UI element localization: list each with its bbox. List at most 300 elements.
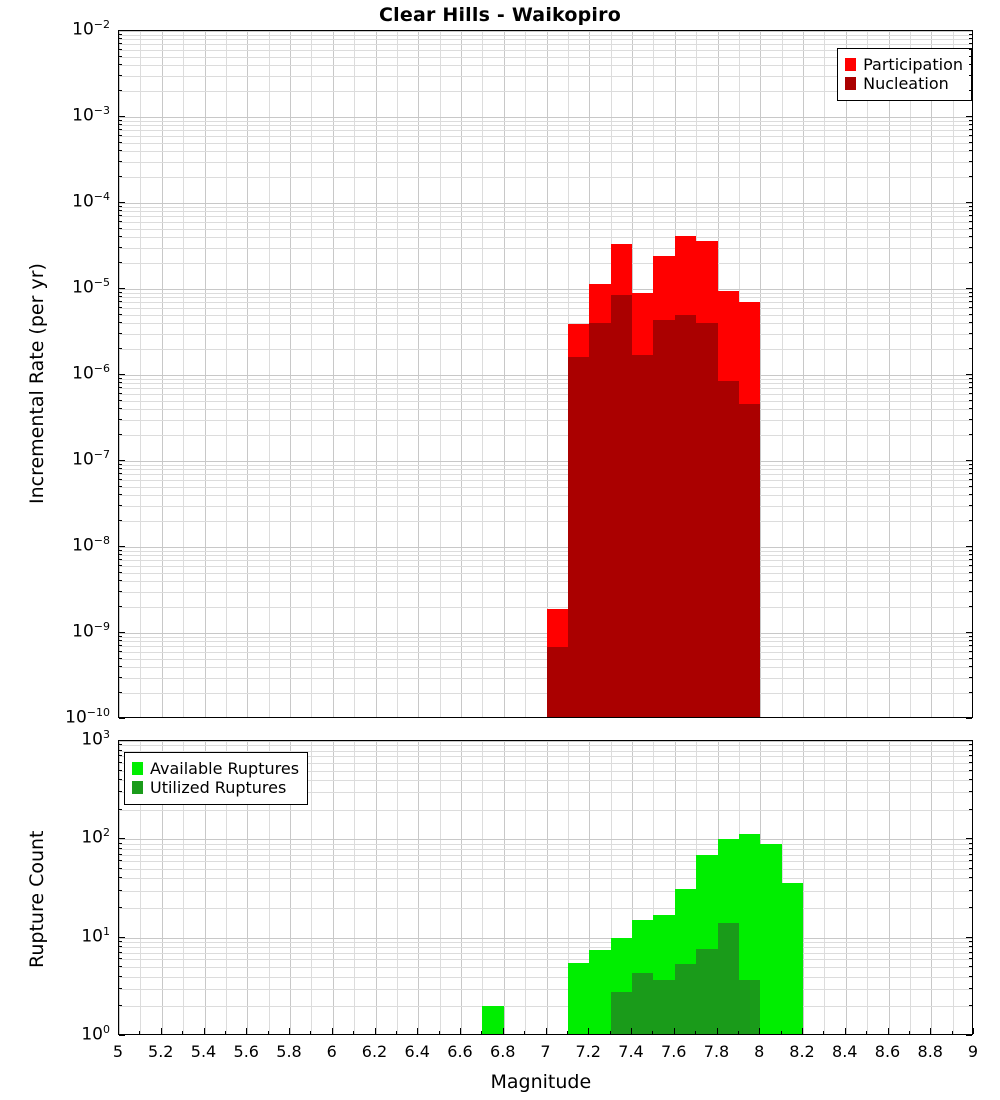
y-tick <box>966 374 972 375</box>
x-tick <box>631 1028 632 1034</box>
x-tick-label: 5.4 <box>190 1042 217 1061</box>
y-tick-minor <box>969 946 972 947</box>
bar-utilized-ruptures-7.55 <box>653 980 674 1035</box>
y-tick-minor <box>119 75 122 76</box>
y-tick-minor <box>969 215 972 216</box>
gridline-horizontal-minor <box>119 216 972 217</box>
legend-item-available-ruptures <box>132 760 299 777</box>
gridline-vertical <box>140 31 141 717</box>
gridline-horizontal-minor <box>119 1006 972 1007</box>
gridline-horizontal-minor <box>119 947 972 948</box>
x-tick-label: 7.2 <box>575 1042 601 1061</box>
gridline-horizontal-minor <box>119 130 972 131</box>
gridline-horizontal <box>119 633 972 634</box>
y-axis-title-bottom: Rupture Count <box>26 830 48 968</box>
y-tick-minor <box>969 1005 972 1006</box>
gridline-horizontal-minor <box>119 469 972 470</box>
y-tick <box>966 460 972 461</box>
y-tick <box>119 288 125 289</box>
y-tick <box>119 546 125 547</box>
x-tick <box>888 1028 889 1034</box>
x-tick <box>417 1028 418 1034</box>
bar-nucleation-7.15 <box>568 357 589 718</box>
x-tick <box>503 1028 504 1034</box>
gridline-vertical <box>376 31 377 717</box>
y-tick-minor <box>969 479 972 480</box>
gridline-vertical <box>183 31 184 717</box>
y-tick-minor <box>969 43 972 44</box>
y-tick-minor <box>119 382 122 383</box>
gridline-vertical <box>525 31 526 717</box>
x-tick <box>268 1031 269 1034</box>
y-tick-minor <box>119 559 122 560</box>
y-tick-minor <box>119 494 122 495</box>
bar-nucleation-7.75 <box>696 323 717 718</box>
y-tick-label: $10^{-4}$ <box>72 190 110 212</box>
y-tick-minor <box>969 486 972 487</box>
y-tick <box>966 718 972 719</box>
x-tick <box>460 1028 461 1034</box>
bar-utilized-ruptures-7.45 <box>632 973 653 1035</box>
y-tick-minor <box>969 779 972 780</box>
y-tick-minor <box>969 34 972 35</box>
y-tick-minor <box>969 314 972 315</box>
y-tick-minor <box>119 43 122 44</box>
gridline-horizontal-minor <box>119 263 972 264</box>
y-tick-minor <box>119 762 122 763</box>
gridline-horizontal-minor <box>119 379 972 380</box>
x-tick <box>973 1028 974 1034</box>
y-tick-minor <box>119 314 122 315</box>
y-tick-minor <box>119 473 122 474</box>
x-tick-label: 7 <box>540 1042 551 1061</box>
y-tick-minor <box>969 378 972 379</box>
y-tick-minor <box>969 434 972 435</box>
x-tick <box>439 1031 440 1034</box>
y-tick-minor <box>969 49 972 50</box>
x-tick <box>738 1031 739 1034</box>
x-tick <box>610 1031 611 1034</box>
bar-nucleation-7.55 <box>653 320 674 718</box>
gridline-horizontal-minor <box>119 495 972 496</box>
x-tick <box>289 1028 290 1034</box>
y-tick-minor <box>119 322 122 323</box>
x-tick-label: 8 <box>754 1042 765 1061</box>
y-tick-minor <box>969 666 972 667</box>
y-tick-minor <box>119 378 122 379</box>
y-tick-minor <box>119 958 122 959</box>
gridline-horizontal-minor <box>119 641 972 642</box>
x-tick-label: 6.8 <box>490 1042 516 1061</box>
y-tick-minor <box>119 744 122 745</box>
x-tick <box>161 1028 162 1034</box>
y-tick-minor <box>119 554 122 555</box>
gridline-horizontal <box>119 375 972 376</box>
gridline-vertical <box>846 31 847 717</box>
gridline-horizontal-minor <box>119 162 972 163</box>
y-tick-minor <box>969 848 972 849</box>
gridline-horizontal-minor <box>119 394 972 395</box>
gridline-horizontal-minor <box>119 237 972 238</box>
gridline-vertical <box>311 31 312 717</box>
y-tick-minor <box>119 176 122 177</box>
bar-utilized-ruptures-7.95 <box>739 980 760 1035</box>
bar-utilized-ruptures-7.35 <box>611 992 632 1035</box>
y-tick-minor <box>969 976 972 977</box>
gridline-vertical <box>504 31 505 717</box>
y-tick-minor <box>969 640 972 641</box>
y-tick-minor <box>969 966 972 967</box>
legend-item-utilized-ruptures <box>132 779 299 796</box>
gridline-horizontal-minor <box>119 659 972 660</box>
x-tick <box>652 1031 653 1034</box>
y-tick-minor <box>119 210 122 211</box>
gridline-horizontal <box>119 117 972 118</box>
y-tick-minor <box>119 247 122 248</box>
y-tick <box>119 374 125 375</box>
gridline-vertical <box>247 31 248 717</box>
y-tick-minor <box>119 591 122 592</box>
x-tick-label: 8.2 <box>789 1042 815 1061</box>
y-tick-minor <box>969 770 972 771</box>
y-tick <box>966 202 972 203</box>
x-tick-label: 5.6 <box>233 1042 259 1061</box>
bar-available-ruptures-7.25 <box>589 950 610 1035</box>
bar-available-ruptures-8.15 <box>782 883 803 1035</box>
y-tick-minor <box>969 941 972 942</box>
gridline-horizontal-minor <box>119 861 972 862</box>
gridline-vertical <box>290 31 291 717</box>
legend-label: Available Ruptures <box>150 759 300 778</box>
y-tick-minor <box>119 809 122 810</box>
gridline-horizontal-minor <box>119 383 972 384</box>
gridline-horizontal <box>119 839 972 840</box>
x-tick-label: 8.6 <box>874 1042 901 1061</box>
x-tick <box>759 1028 760 1034</box>
gridline-horizontal-minor <box>119 151 972 152</box>
y-tick <box>119 460 125 461</box>
y-tick-minor <box>119 645 122 646</box>
gridline-horizontal-minor <box>119 693 972 694</box>
gridline-horizontal-minor <box>119 143 972 144</box>
gridline-horizontal <box>119 289 972 290</box>
y-tick-minor <box>969 550 972 551</box>
y-tick-minor <box>119 606 122 607</box>
y-tick-minor <box>119 120 122 121</box>
y-tick-minor <box>969 64 972 65</box>
y-tick <box>119 937 125 938</box>
x-tick-label: 6.6 <box>447 1042 473 1061</box>
gridline-vertical <box>824 31 825 717</box>
gridline-horizontal-minor <box>119 849 972 850</box>
bar-available-ruptures-7.15 <box>568 963 589 1035</box>
y-tick-minor <box>969 494 972 495</box>
y-tick-minor <box>969 120 972 121</box>
y-tick-minor <box>969 468 972 469</box>
y-tick-minor <box>119 1005 122 1006</box>
gridline-horizontal-minor <box>119 878 972 879</box>
y-tick-minor <box>119 520 122 521</box>
y-tick-minor <box>969 877 972 878</box>
gridline-horizontal-minor <box>119 229 972 230</box>
y-tick-minor <box>969 636 972 637</box>
y-tick-minor <box>119 387 122 388</box>
y-tick-minor <box>119 651 122 652</box>
y-tick-minor <box>119 848 122 849</box>
y-tick-minor <box>969 580 972 581</box>
y-tick-minor <box>969 744 972 745</box>
y-tick-minor <box>119 854 122 855</box>
gridline-horizontal-minor <box>119 293 972 294</box>
gridline-horizontal-minor <box>119 667 972 668</box>
gridline-vertical <box>333 31 334 717</box>
y-tick-minor <box>119 49 122 50</box>
y-tick-minor <box>119 90 122 91</box>
gridline-vertical <box>162 31 163 717</box>
gridline-horizontal-minor <box>119 297 972 298</box>
gridline-horizontal-minor <box>119 211 972 212</box>
y-tick <box>966 30 972 31</box>
y-tick-minor <box>119 966 122 967</box>
y-tick <box>119 202 125 203</box>
incremental-rate-plot <box>118 30 973 718</box>
y-tick-minor <box>969 473 972 474</box>
legend-item-participation <box>845 56 963 73</box>
y-tick-minor <box>969 419 972 420</box>
gridline-horizontal-minor <box>119 891 972 892</box>
gridline-horizontal-minor <box>119 560 972 561</box>
y-tick-minor <box>969 307 972 308</box>
x-tick <box>781 1031 782 1034</box>
bar-nucleation-7.45 <box>632 355 653 718</box>
gridline-horizontal-minor <box>119 844 972 845</box>
y-tick-minor <box>969 348 972 349</box>
gridline-horizontal-minor <box>119 908 972 909</box>
y-tick-minor <box>969 333 972 334</box>
y-tick <box>966 632 972 633</box>
gridline-vertical <box>760 31 761 717</box>
y-tick-minor <box>969 860 972 861</box>
gridline-vertical <box>354 31 355 717</box>
x-tick-label: 8.4 <box>832 1042 858 1061</box>
y-tick-minor <box>969 750 972 751</box>
x-tick-label: 5.8 <box>276 1042 302 1061</box>
y-tick-minor <box>969 150 972 151</box>
y-tick <box>966 116 972 117</box>
gridline-horizontal <box>119 31 972 32</box>
gridline-vertical <box>461 31 462 717</box>
y-tick-minor <box>119 333 122 334</box>
y-tick-minor <box>969 135 972 136</box>
bar-nucleation-7.05 <box>547 647 568 718</box>
y-tick-minor <box>969 591 972 592</box>
gridline-vertical <box>931 31 932 717</box>
gridline-horizontal-minor <box>119 315 972 316</box>
y-tick-minor <box>119 38 122 39</box>
y-tick-minor <box>119 658 122 659</box>
bar-available-ruptures-6.75 <box>482 1006 503 1035</box>
y-tick-minor <box>969 645 972 646</box>
y-tick-label: $10^3$ <box>81 728 110 750</box>
gridline-horizontal-minor <box>119 592 972 593</box>
gridline-horizontal-minor <box>119 678 972 679</box>
y-tick <box>119 632 125 633</box>
legend-swatch-icon <box>845 77 856 90</box>
x-tick <box>909 1031 910 1034</box>
x-tick <box>353 1031 354 1034</box>
y-tick <box>119 116 125 117</box>
y-tick-minor <box>969 382 972 383</box>
y-tick-minor <box>119 135 122 136</box>
gridline-horizontal <box>119 547 972 548</box>
gridline-horizontal-minor <box>119 745 972 746</box>
gridline-vertical <box>269 31 270 717</box>
x-tick-label: 6.4 <box>404 1042 430 1061</box>
x-tick <box>225 1031 226 1034</box>
y-tick-minor <box>969 854 972 855</box>
y-tick-minor <box>969 907 972 908</box>
gridline-vertical <box>482 31 483 717</box>
y-tick-minor <box>969 56 972 57</box>
x-tick <box>139 1031 140 1034</box>
y-tick-minor <box>119 666 122 667</box>
y-tick-label: $10^{-9}$ <box>72 620 110 642</box>
gridline-horizontal <box>119 461 972 462</box>
y-tick-label: $10^{-7}$ <box>72 448 110 470</box>
y-tick-minor <box>119 988 122 989</box>
gridline-horizontal-minor <box>119 302 972 303</box>
y-tick-minor <box>969 124 972 125</box>
y-tick-minor <box>969 651 972 652</box>
y-tick-minor <box>119 572 122 573</box>
gridline-horizontal-minor <box>119 474 972 475</box>
y-tick-minor <box>969 559 972 560</box>
y-tick-label: $10^0$ <box>81 1023 110 1045</box>
y-tick-minor <box>969 505 972 506</box>
y-tick-minor <box>969 952 972 953</box>
x-tick <box>182 1031 183 1034</box>
gridline-horizontal-minor <box>119 551 972 552</box>
y-tick-minor <box>969 809 972 810</box>
gridline-horizontal-minor <box>119 409 972 410</box>
y-tick-minor <box>119 301 122 302</box>
gridline-horizontal-minor <box>119 349 972 350</box>
y-tick-minor <box>119 479 122 480</box>
y-tick <box>119 718 125 719</box>
y-tick-minor <box>969 296 972 297</box>
x-tick-label: 6 <box>326 1042 337 1061</box>
gridline-horizontal-minor <box>119 125 972 126</box>
gridline-horizontal-minor <box>119 855 972 856</box>
gridline-horizontal <box>119 938 972 939</box>
gridline-vertical <box>803 31 804 717</box>
y-tick-minor <box>969 142 972 143</box>
y-tick <box>966 1035 972 1036</box>
y-tick-minor <box>119 486 122 487</box>
bar-nucleation-7.85 <box>718 381 739 718</box>
y-tick <box>119 740 125 741</box>
y-tick-minor <box>119 419 122 420</box>
y-tick-minor <box>119 56 122 57</box>
y-tick-label: $10^{-2}$ <box>72 18 110 40</box>
y-tick-minor <box>119 750 122 751</box>
y-tick-minor <box>969 890 972 891</box>
gridline-horizontal-minor <box>119 573 972 574</box>
gridline-horizontal-minor <box>119 555 972 556</box>
gridline-horizontal-minor <box>119 487 972 488</box>
gridline-horizontal-minor <box>119 637 972 638</box>
gridline-vertical <box>226 31 227 717</box>
y-tick-minor <box>119 393 122 394</box>
x-tick-label: 5.2 <box>148 1042 174 1061</box>
gridline-horizontal-minor <box>119 480 972 481</box>
y-tick-minor <box>969 755 972 756</box>
y-tick-minor <box>969 228 972 229</box>
y-tick-minor <box>119 941 122 942</box>
x-tick <box>204 1028 205 1034</box>
y-tick <box>966 937 972 938</box>
gridline-horizontal-minor <box>119 959 972 960</box>
y-tick-minor <box>119 124 122 125</box>
x-tick <box>823 1031 824 1034</box>
y-tick-minor <box>119 64 122 65</box>
legend-label: Utilized Ruptures <box>150 778 287 797</box>
bar-nucleation-7.35 <box>611 295 632 718</box>
y-tick-minor <box>969 387 972 388</box>
y-tick-minor <box>969 75 972 76</box>
gridline-horizontal-minor <box>119 401 972 402</box>
gridline-horizontal-minor <box>119 506 972 507</box>
y-tick-minor <box>119 779 122 780</box>
y-tick-minor <box>119 877 122 878</box>
y-tick-minor <box>119 677 122 678</box>
legend-swatch-icon <box>132 781 143 794</box>
y-tick-minor <box>119 505 122 506</box>
bar-utilized-ruptures-7.65 <box>675 964 696 1035</box>
y-tick-minor <box>119 408 122 409</box>
y-tick-minor <box>119 755 122 756</box>
legend-swatch-icon <box>132 762 143 775</box>
y-tick-minor <box>969 221 972 222</box>
y-tick-minor <box>119 580 122 581</box>
x-tick-label: 8.8 <box>917 1042 943 1061</box>
gridline-horizontal-minor <box>119 420 972 421</box>
y-tick-minor <box>119 221 122 222</box>
y-tick-minor <box>119 236 122 237</box>
y-tick-minor <box>969 161 972 162</box>
y-tick-minor <box>119 890 122 891</box>
gridline-horizontal-minor <box>119 248 972 249</box>
x-tick <box>546 1028 547 1034</box>
x-tick <box>396 1031 397 1034</box>
x-tick <box>952 1031 953 1034</box>
x-tick <box>246 1028 247 1034</box>
y-tick-minor <box>969 236 972 237</box>
gridline-horizontal-minor <box>119 308 972 309</box>
y-tick-minor <box>119 348 122 349</box>
y-tick-minor <box>119 791 122 792</box>
y-tick-minor <box>119 434 122 435</box>
y-tick-minor <box>969 90 972 91</box>
y-tick-minor <box>969 210 972 211</box>
y-tick-minor <box>119 907 122 908</box>
y-tick-minor <box>969 322 972 323</box>
gridline-horizontal-minor <box>119 607 972 608</box>
y-tick-minor <box>969 868 972 869</box>
y-tick-minor <box>969 791 972 792</box>
y-tick-minor <box>969 843 972 844</box>
x-tick-label: 7.6 <box>661 1042 687 1061</box>
